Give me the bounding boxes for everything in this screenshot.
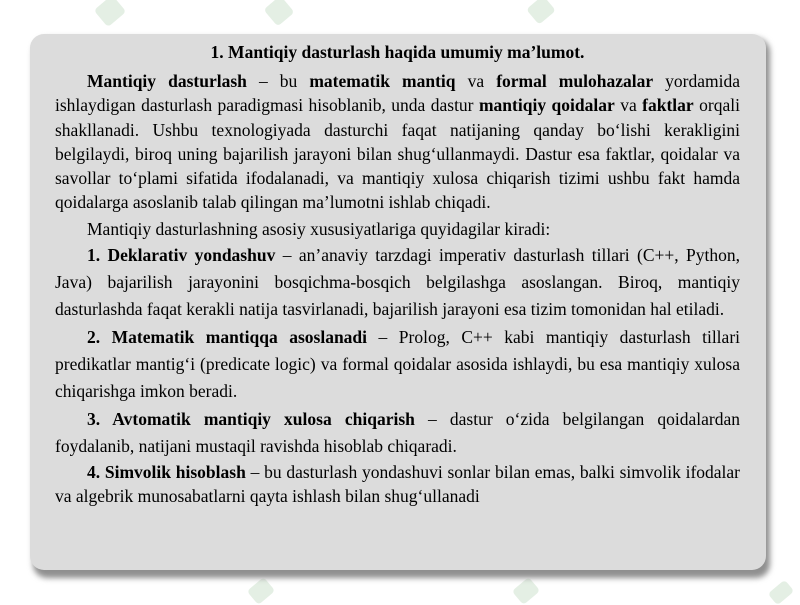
text-run: orqali shakllanadi. Ushbu texnologiyada dasturchi faqat natijaning qanday bo‘lishi kerakligini belgilaydi, biroq uning bajarilish jarayoni bilan shug‘ullanmaydi. Dastur esa faktlar, qoidalar va savollar to‘plami sifatida ifodalanadi, va mantiqiy xulosa chiqarish tizimi ushbu fakt hamda qoidalarga asoslanib talab qilingan ma’lumotni ishlab chiqadi. [55, 95, 740, 213]
paragraph-feature-2 [55, 324, 740, 405]
watermark-shape [94, 0, 127, 27]
watermark-shape [768, 580, 794, 605]
term-bold: matematik mantiq [309, 71, 456, 91]
feature-title: 4. Simvolik hisoblash [87, 462, 246, 483]
feature-title: 1. Deklarativ yondashuv [87, 245, 276, 266]
section-heading: 1. Mantiqiy dasturlash haqida umumiy ma’lumot. [210, 42, 585, 62]
term-bold: Mantiqiy dasturlash [87, 71, 247, 91]
feature-title: 2. Matematik mantiqqa asoslanadi [87, 327, 368, 348]
feature-text: – dastur o‘zida belgilangan qoidalardan foydalanib, natijani mustaqil ravishda hisoblab chiqaradi. [55, 409, 741, 457]
watermark-shape [526, 0, 556, 25]
paragraph-feature-1 [55, 242, 740, 323]
term-bold: mantiqiy qoidalar [478, 95, 615, 116]
text-run: – bu [246, 71, 310, 91]
watermark-shape [512, 577, 540, 605]
paragraph-features-intro: Mantiqiy dasturlashning asosiy xususiyatlariga quyidagilar kiradi: [87, 218, 551, 239]
feature-text: – an’anaviy tarzdagi imperativ dasturlash tillari (C++, Python, Java) bajarilish jarayonini bosqichma-bosqich belgilashga asoslangan. Biroq, mantiqiy dasturlashda faqat kerakli natija tasvirlanadi, bajarilish jarayoni esa tizim tomonidan hal etiladi. [55, 245, 740, 320]
text-run: yordamida ishlaydigan dasturlash paradigmasi hisoblanib, unda dastur [55, 71, 740, 116]
watermark-shape [247, 577, 275, 605]
feature-title: 3. Avtomatik mantiqiy xulosa chiqarish [87, 409, 415, 430]
text-run: va [614, 95, 643, 116]
paragraph-feature-3 [55, 406, 740, 460]
feature-text: – Prolog, C++ kabi mantiqiy dasturlash tillari predikatlar mantig‘i (predicate logic) va formal qoidalar asosida ishlaydi, bu esa mantiqiy xulosa chiqarishga imkon beradi. [55, 327, 741, 402]
text-run: va [455, 71, 497, 91]
feature-text: – bu dasturlash yondashuvi sonlar bilan emas, balki simvolik ifodalar va algebrik munosabatlarni qayta ishlash bilan shug‘ullanadi [55, 462, 741, 507]
term-bold: formal mulohazalar [496, 71, 654, 91]
paragraph-intro [55, 69, 740, 215]
term-bold: faktlar [642, 95, 694, 116]
text-card [30, 34, 766, 570]
paragraph-feature-4 [55, 460, 740, 508]
watermark-shape [264, 0, 295, 26]
